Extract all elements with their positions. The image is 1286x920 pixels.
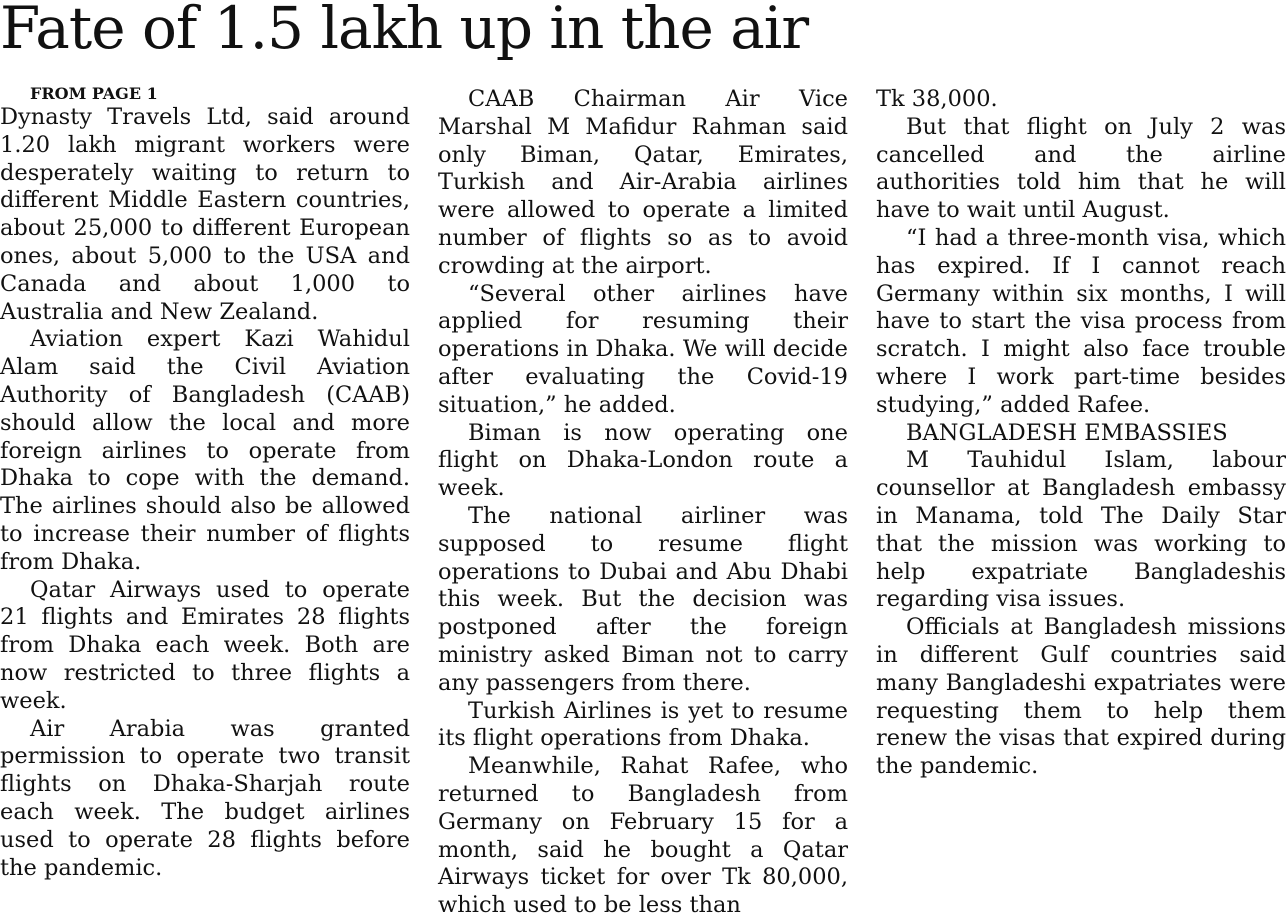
paragraph: Air Arabia was granted permission to operate two transit flights on Dhaka-Sharjah route each week. The budget airlines used to operate 28 flights before the pandemic. xyxy=(0,715,410,881)
paragraph: M Tauhidul Islam, labour counsellor at Bangladesh embassy in Manama, told The Daily Star that the mission was working to help expatriate Bangladeshis regarding visa issues. xyxy=(876,447,1286,613)
kicker: FROM PAGE 1 xyxy=(30,84,158,103)
article-column-1 xyxy=(0,84,410,882)
paragraph: Biman is now operating one flight on Dhaka-London route a week. xyxy=(438,419,848,502)
article-column-3 xyxy=(876,86,1286,781)
paragraph: “I had a three-month visa, which has expired. If I cannot reach Germany within six months, I will have to start the visa process from scratch. I might also face trouble where I work part-time besides studying,” added Rafee. xyxy=(876,224,1286,418)
paragraph: Tk 38,000. xyxy=(876,86,998,112)
section-subhead: BANGLADESH EMBASSIES xyxy=(906,419,1228,446)
paragraph: The national airliner was supposed to resume flight operations to Dubai and Abu Dhabi this week. But the decision was postponed after the foreign ministry asked Biman not to carry any passengers from there. xyxy=(438,502,848,696)
paragraph: Meanwhile, Rahat Rafee, who returned to Bangladesh from Germany on February 15 for a month, said he bought a Qatar Airways ticket for over Tk 80,000, which used to be less than xyxy=(438,753,848,919)
paragraph: Turkish Airlines is yet to resume its flight operations from Dhaka. xyxy=(438,697,848,752)
paragraph: “Several other airlines have applied for resuming their operations in Dhaka. We will decide after evaluating the Covid-19 situation,” he added. xyxy=(438,280,848,418)
paragraph: CAAB Chairman Air Vice Marshal M Mafidur Rahman said only Biman, Qatar, Emirates, Turkish and Air-Arabia airlines were allowed to operate a limited number of flights so as to avoid crowding at the airport. xyxy=(438,86,848,279)
paragraph: Officials at Bangladesh missions in different Gulf countries said many Bangladeshi expatriates were requesting them to help them renew the visas that expired during the pandemic. xyxy=(876,614,1286,780)
article-column-2 xyxy=(438,86,848,920)
paragraph: But that flight on July 2 was cancelled and the airline authorities told him that he will have to wait until August. xyxy=(876,113,1286,224)
paragraph: Dynasty Travels Ltd, said around 1.20 lakh migrant workers were desperately waiting to return to different Middle Eastern countries, about 25,000 to different European ones, about 5,000 to the USA and Canada and about 1,000 to Australia and New Zealand. xyxy=(0,104,410,325)
paragraph: Qatar Airways used to operate 21 flights and Emirates 28 flights from Dhaka each week. Both are now restricted to three flights a week. xyxy=(0,576,410,714)
paragraph: Aviation expert Kazi Wahidul Alam said the Civil Aviation Authority of Bangladesh (CAAB) should allow the local and more foreign airlines to operate from Dhaka to cope with the demand. The airlines should also be allowed to increase their number of flights from Dhaka. xyxy=(0,326,410,575)
headline: Fate of 1.5 lakh up in the air xyxy=(0,0,809,62)
